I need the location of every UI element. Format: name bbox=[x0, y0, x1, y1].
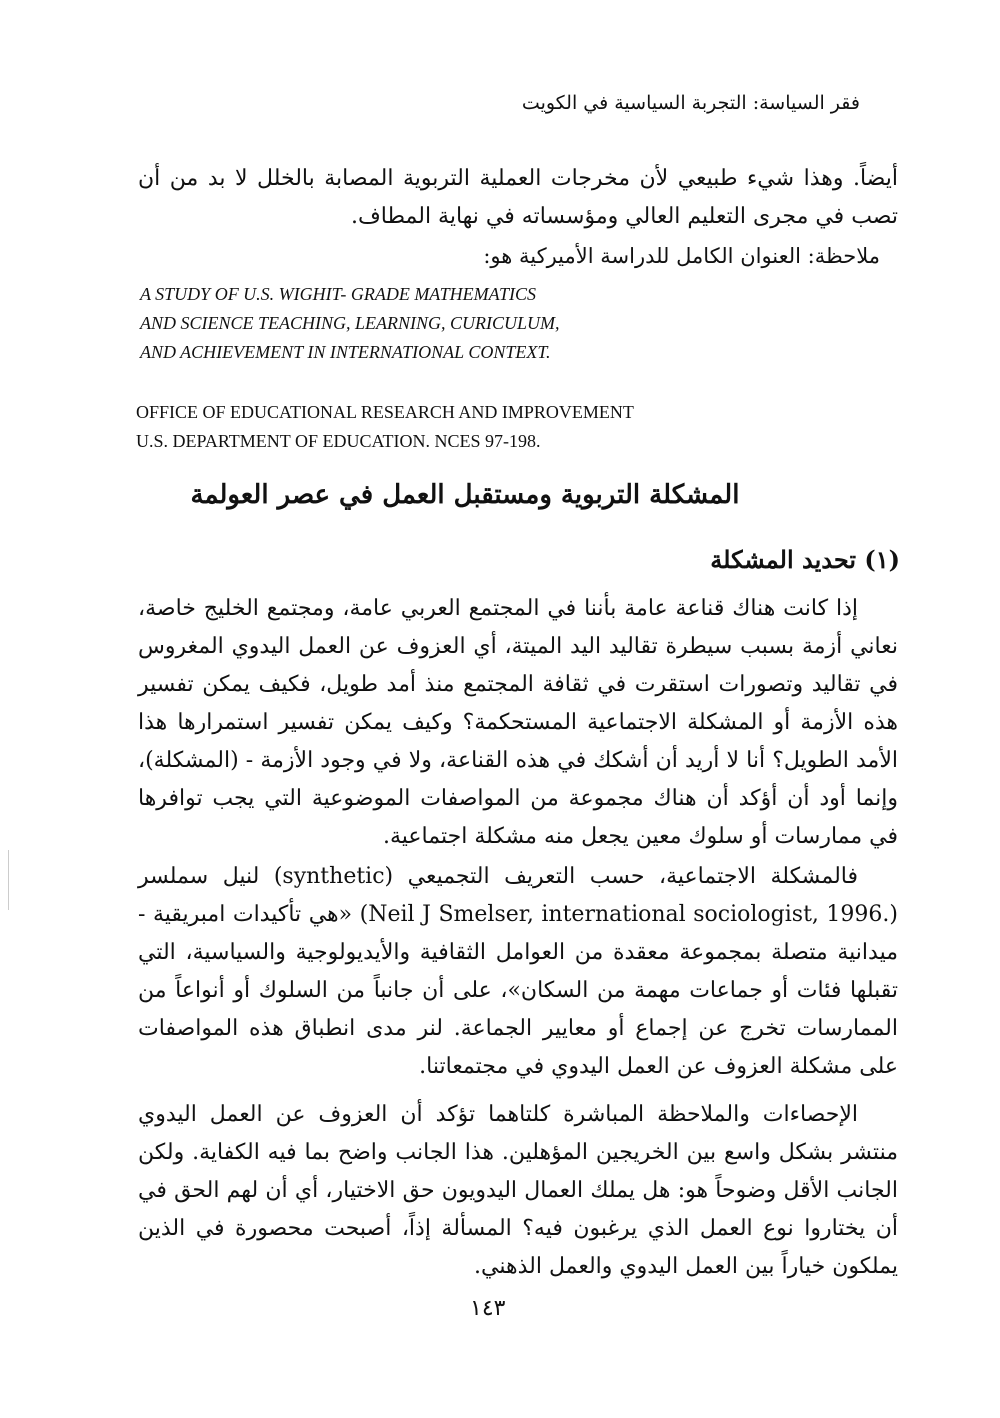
note-label: ملاحظة: العنوان الكامل للدراسة الأميركية هو: bbox=[483, 244, 880, 268]
study-title bbox=[140, 280, 560, 367]
paragraph-text: إذا كانت هناك قناعة عامة بأننا في المجتمع العربي عامة، ومجتمع الخليج خاصة، نعاني أزمة بسبب سيطرة تقاليد اليد الميتة، أي العزوف عن العمل اليدوي المغروس في تقاليد وتصورات استقرت في ثقافة المجتمع منذ أمد طويل، فكيف يمكن تفسير هذه الأزمة أو المشكلة الاجتماعية المستحكمة؟ وكيف يمكن تفسير استمرارها هذا الأمد الطويل؟ أنا لا أريد أن أشكك في هذه القناعة، ولا في وجود الأزمة - (المشكلة)، وإنما أود أن أؤكد أن هناك مجموعة من المواصفات الموضوعية التي يجب توافرها في ممارسات أو سلوك معين يجعل منه مشكلة اجتماعية. bbox=[138, 596, 898, 849]
office-reference bbox=[136, 398, 634, 456]
section-heading: (١) تحديد المشكلة bbox=[710, 545, 900, 574]
paragraph-text: الإحصاءات والملاحظة المباشرة كلتاهما تؤكد أن العزوف عن العمل اليدوي منتشر بشكل واسع بين الخريجين المؤهلين. هذا الجانب واضح بما فيه الكفاية. ولكن الجانب الأقل وضوحاً هو: هل يملك العمال اليدويون حق الاختيار، أي أن لهم الحق في أن يختاروا نوع العمل الذي يرغبون فيه؟ المسألة إذاً، أصبحت محصورة في الذين يملكون خياراً بين العمل اليدوي والعمل الذهني. bbox=[138, 1102, 898, 1279]
body-paragraph bbox=[138, 590, 898, 856]
office-line: U.S. DEPARTMENT OF EDUCATION. NCES 97-198. bbox=[136, 431, 541, 451]
study-title-line: AND ACHIEVEMENT IN INTERNATIONAL CONTEXT. bbox=[140, 342, 551, 362]
paragraph-text: فالمشكلة الاجتماعية، حسب التعريف التجميعي (synthetic) لنيل سملسر (.Neil J Smelser, international sociologist, 1996) «هي تأكيدات امبريقية - ميدانية متصلة بمجموعة معقدة من العوامل الثقافية والأيديولوجية والسياسية، التي تقبلها فئات أو جماعات مهمة من السكان»، على أن جانباً من السلوك أو أنواعاً من الممارسات تخرج عن إجماع أو معايير الجماعة. لنر مدى انطباق هذه المواصفات على مشكلة العزوف عن العمل اليدوي في مجتمعاتنا. bbox=[138, 864, 898, 1079]
office-line: OFFICE OF EDUCATIONAL RESEARCH AND IMPROVEMENT bbox=[136, 402, 634, 422]
body-paragraph bbox=[138, 858, 898, 1086]
chapter-title: المشكلة التربوية ومستقبل العمل في عصر العولمة bbox=[190, 480, 740, 510]
study-title-line: AND SCIENCE TEACHING, LEARNING, CURICULUM, bbox=[140, 313, 560, 333]
running-header: فقر السياسة: التجربة السياسية في الكويت bbox=[521, 92, 860, 114]
intro-text: أيضاً. وهذا شيء طبيعي لأن مخرجات العملية التربوية المصابة بالخلل لا بد من أن تصب في مجرى التعليم العالي ومؤسساته في نهاية المطاف. bbox=[138, 166, 898, 229]
study-title-line: A STUDY OF U.S. WIGHIT- GRADE MATHEMATICS bbox=[140, 284, 536, 304]
body-paragraph bbox=[138, 1096, 898, 1286]
scan-edge-mark bbox=[8, 850, 9, 910]
page-number: ١٤٣ bbox=[470, 1296, 506, 1321]
intro-paragraph bbox=[138, 160, 898, 236]
